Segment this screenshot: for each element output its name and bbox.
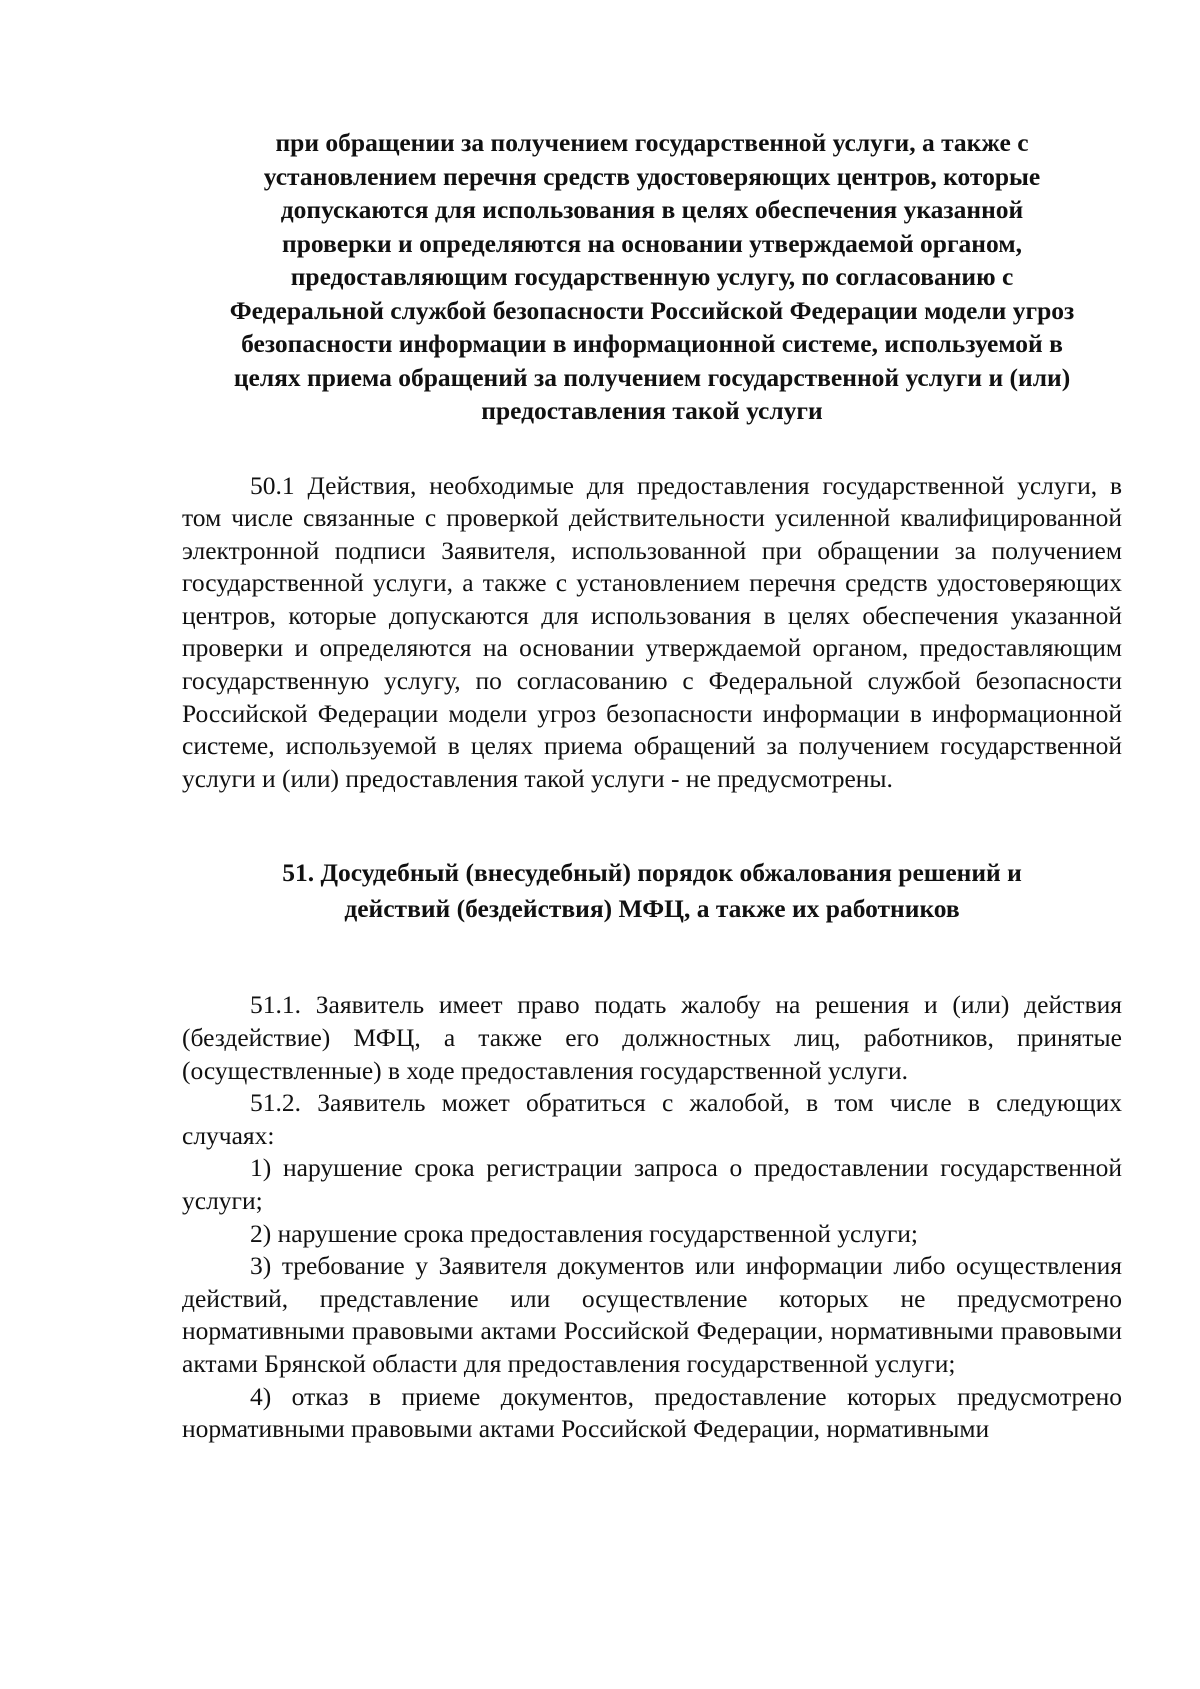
section-title-line: действий (бездействия) МФЦ, а также их работников bbox=[344, 894, 960, 924]
heading-line: установлением перечня средств удостоверяющих центров, которые bbox=[263, 161, 1041, 191]
list-item-2: 2) нарушение срока предоставления государственной услуги; bbox=[250, 1218, 919, 1248]
heading-line: безопасности информации в информационной системе, используемой в bbox=[241, 329, 1063, 358]
list-item-3: 3) требование у Заявителя документов или информации либо осуществления действий, представление или осуществление которых не предусмотрено нормативными правовыми актами Российской Федерации, нормативными правовыми актами Брянской области для предоставления государственной услуги; bbox=[182, 1251, 1122, 1378]
document-page bbox=[182, 126, 1122, 1446]
heading-line: при обращении за получением государственной услуги, а также с bbox=[275, 128, 1029, 157]
heading-line: Федеральной службой безопасности Российской Федерации модели угроз bbox=[229, 295, 1075, 325]
section-title-line: 51. Досудебный (внесудебный) порядок обжалования решений и bbox=[282, 858, 1022, 888]
heading-line: допускаются для использования в целях обеспечения указанной bbox=[280, 195, 1024, 224]
list-item-1: 1) нарушение срока регистрации запроса о предоставлении государственной услуги; bbox=[182, 1153, 1122, 1215]
paragraph-50-1: 50.1 Действия, необходимые для предоставления государственной услуги, в том числе связанные с проверкой действительности усиленной квалифицированной электронной подписи Заявителя, использованной при обращении за получением государственной услуги, а также с установлением перечня средств удостоверяющих центров, которые допускаются для использования в целях обеспечения указанной проверки и определяются на основании утверждаемой органом, предоставляющим государственную услугу, по согласованию с Федеральной службой безопасности Российской Федерации модели угроз безопасности информации в информационной системе, используемой в целях приема обращений за получением государственной услуги и (или) предоставления такой услуги - не предусмотрены. bbox=[182, 470, 1122, 793]
heading-line: целях приема обращений за получением государственной услуги и (или) bbox=[233, 362, 1071, 392]
heading-line: предоставляющим государственную услугу, по согласованию с bbox=[290, 262, 1014, 291]
heading-line: проверки и определяются на основании утверждаемой органом, bbox=[282, 228, 1022, 258]
intro-heading bbox=[182, 126, 1122, 428]
section-51-title bbox=[182, 855, 1122, 927]
heading-line: предоставления такой услуги bbox=[481, 396, 823, 425]
spacer bbox=[182, 795, 1122, 855]
list-item-4: 4) отказ в приеме документов, предоставление которых предусмотрено нормативными правовыми актами Российской Федерации, нормативными bbox=[182, 1381, 1122, 1444]
paragraph-51-2: 51.2. Заявитель может обратиться с жалобой, в том числе в следующих случаях: bbox=[182, 1088, 1122, 1150]
spacer bbox=[182, 927, 1122, 989]
spacer bbox=[182, 428, 1122, 470]
paragraph-51-1: 51.1. Заявитель имеет право подать жалобу на решения и (или) действия (бездействие) МФЦ, а также его должностных лиц, работников, принятые (осуществленные) в ходе предоставления государственной услуги. bbox=[182, 990, 1122, 1085]
